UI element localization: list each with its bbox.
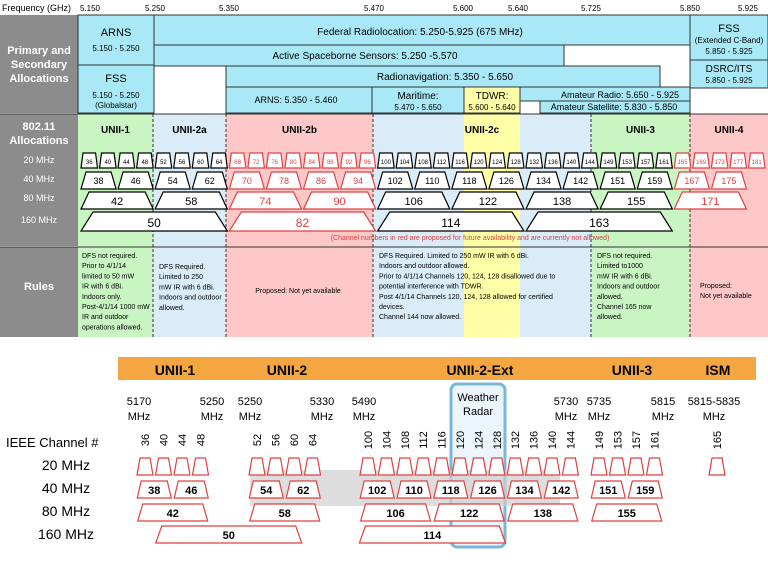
active-space-label: Active Spaceborne Sensors: 5.250 -5.570 — [272, 51, 458, 62]
bottom-ch80-label: 155 — [617, 508, 636, 520]
ch20-label: 169 — [696, 160, 707, 166]
ch20-label: 96 — [364, 160, 371, 166]
bottom-bw-label: 160 MHz — [37, 526, 95, 542]
bottom-ch40-label: 151 — [599, 485, 618, 497]
bottom-freq-label: 5170 — [126, 396, 152, 408]
rule-text-unii-2c: Indoors and outdoor allowed. — [379, 263, 470, 271]
ch80-label: 74 — [259, 196, 272, 208]
freq-tick-8: 5.925 — [737, 4, 759, 13]
rule-text-unii-3: allowed. — [597, 314, 623, 322]
freq-tick-5: 5.640 — [507, 4, 529, 13]
bottom-bw-label: 20 MHz — [41, 457, 91, 473]
ch20-label: 84 — [308, 160, 316, 166]
rule-text-unii-2c: DFS Required. Limited to 250 mW IR with 6 dBi. — [379, 253, 529, 260]
side-bw-label: 80 MHz — [23, 193, 55, 203]
ch40-label: 46 — [130, 176, 141, 186]
rule-text-unii-1: DFS not required. — [82, 253, 138, 260]
ieee-channel-number: 157 — [631, 430, 643, 450]
rule-text-unii-3: Channel 165 now — [597, 304, 652, 311]
rule-text-unii-2c: Prior to 4/1/14 Channels 120, 124, 128 disallowed due to — [379, 273, 556, 281]
fss2-label: FSS — [718, 23, 740, 35]
ch160-label: 163 — [589, 216, 610, 230]
ch40-label: 151 — [610, 176, 626, 186]
rule-text-unii-1: limited to 50 mW — [82, 273, 135, 281]
bottom-band-label: UNII-2-Ext — [446, 362, 514, 378]
bottom-ch20-mark — [591, 458, 607, 475]
freq-tick-1: 5.250 — [144, 4, 166, 13]
side-primary-label: Primary and — [7, 45, 71, 57]
ch20-label: 161 — [659, 160, 670, 166]
bottom-freq-label: 5815 — [650, 396, 676, 408]
bottom-freq-unit: MHz — [352, 411, 376, 423]
ch40-label: 134 — [535, 176, 552, 186]
ch160-label: 114 — [441, 216, 461, 230]
weather-radar-label: Weather — [457, 392, 499, 404]
bottom-band-label: UNII-1 — [154, 362, 196, 378]
ieee-channel-number: 108 — [399, 430, 412, 450]
rule-text-unii-3: DFS not required. — [597, 253, 653, 260]
red-note: (Channel numbers in red are proposed for future availability and are currently not allowed) — [330, 235, 610, 242]
ch40-label: 175 — [721, 176, 737, 186]
rule-text-unii-2a: Indoors and outdoor — [159, 294, 222, 302]
ch40-label: 167 — [684, 176, 700, 186]
weather-radar-label: Radar — [463, 406, 493, 418]
ch160-label: 50 — [147, 216, 161, 230]
radionav-label: Radionavigation: 5.350 - 5.650 — [376, 72, 514, 83]
ch20-label: 72 — [252, 160, 260, 166]
ieee-channel-number: 40 — [158, 433, 171, 447]
bottom-freq-unit: MHz — [651, 411, 675, 423]
bottom-ch20-mark — [507, 458, 523, 475]
bottom-freq-label: 5490 — [351, 396, 377, 408]
ch20-label: 144 — [584, 160, 595, 166]
ieee-channel-number: 56 — [270, 433, 283, 447]
rule-text-unii-2a: allowed. — [159, 304, 185, 312]
ch20-label: 120 — [473, 160, 484, 166]
bottom-freq-unit: MHz — [310, 411, 334, 423]
bottom-ch20-mark — [249, 458, 265, 475]
bottom-ch80-label: 42 — [166, 508, 179, 520]
ch20-label: 44 — [123, 160, 130, 166]
ieee-channel-number: 128 — [491, 430, 504, 450]
rule-text-unii-2a: mW IR with 6 dBi. — [159, 284, 215, 292]
ch40-label: 78 — [278, 176, 289, 186]
bottom-ch40-label: 134 — [515, 485, 534, 497]
ch40-label: 118 — [462, 176, 477, 186]
freq-axis-label: Frequency (GHz) — [2, 3, 72, 13]
bottom-freq-label: 5735 — [586, 396, 612, 408]
bottom-ch40-label: 102 — [368, 485, 387, 497]
ch80-label: 171 — [701, 196, 720, 208]
bottom-ch80-label: 58 — [278, 508, 291, 520]
side-80211-label: Allocations — [9, 135, 69, 147]
ieee-channel-number: 149 — [594, 430, 606, 450]
ieee-channel-number: 153 — [612, 430, 625, 450]
rule-text-unii-2b: Proposed: Not yet available — [255, 288, 341, 295]
freq-tick-0: 5.150 — [79, 4, 101, 13]
rule-text-unii-2a: DFS Required. — [159, 264, 206, 271]
band-banner — [118, 357, 756, 380]
dsrc-label: DSRC/ITS — [705, 64, 753, 75]
arns1-block — [78, 15, 154, 65]
freq-tick-4: 5.600 — [452, 4, 474, 13]
bottom-ch20-mark — [470, 458, 486, 475]
ch20-label: 40 — [104, 160, 112, 166]
bottom-ch80-label: 106 — [386, 508, 405, 520]
dsrc-range: 5.850 - 5.925 — [705, 76, 753, 85]
ch40-label: 38 — [93, 176, 104, 186]
fss2-range: 5.850 - 5.925 — [705, 47, 753, 56]
freq-tick-2: 5.350 — [218, 4, 240, 13]
bottom-ch20-mark — [452, 458, 468, 475]
ch80-label: 138 — [552, 196, 572, 208]
ch80-label: 155 — [627, 196, 646, 208]
ch80-label: 122 — [478, 196, 498, 208]
side-primary-label: Secondary — [10, 59, 68, 71]
rule-text-unii-1: IR with 6 dBi. — [82, 283, 124, 291]
ch20-label: 76 — [271, 160, 279, 166]
band-label: UNII-3 — [626, 125, 655, 136]
maritime-label: Maritime: — [397, 91, 439, 102]
bottom-ch40-label: 142 — [552, 485, 571, 497]
ieee-channel-number: 44 — [177, 433, 189, 447]
ieee-channel-number: 144 — [565, 430, 578, 450]
bottom-ch40-label: 38 — [148, 485, 161, 497]
band-label: UNII-2a — [172, 125, 207, 136]
ieee-channel-number: 124 — [473, 430, 486, 450]
bottom-ch20-mark — [709, 458, 725, 475]
ieee-channel-number: 132 — [510, 430, 523, 450]
rule-text-unii-2c: Channel 144 now allowed. — [379, 314, 462, 322]
ch40-label: 110 — [425, 176, 440, 186]
rule-text-unii-4: Not yet available — [700, 293, 752, 301]
side-primary-label: Allocations — [9, 73, 69, 85]
rule-text-unii-3: allowed. — [597, 293, 623, 301]
fedradio-label: Federal Radiolocation: 5.250-5.925 (675 MHz) — [317, 27, 523, 38]
ch20-label: 60 — [197, 160, 204, 166]
fss1-label: FSS — [105, 73, 127, 85]
ch20-label: 128 — [510, 160, 521, 166]
rule-text-unii-1: Indoors only. — [82, 293, 122, 301]
bottom-ch20-mark — [286, 458, 302, 475]
ieee-channel-label: IEEE Channel # — [6, 435, 99, 450]
bottom-ch40-label: 46 — [185, 485, 198, 497]
ch20-label: 68 — [234, 160, 241, 166]
bottom-ch20-mark — [434, 458, 450, 475]
bottom-ch20-mark — [610, 458, 626, 475]
ieee-channel-number: 48 — [195, 433, 208, 447]
bottom-band-label: UNII-3 — [611, 362, 653, 378]
ch20-label: 64 — [215, 160, 223, 166]
ch160-label: 82 — [295, 216, 310, 230]
ch20-label: 88 — [326, 160, 334, 166]
ieee-channel-number: 104 — [381, 430, 394, 450]
ch40-label: 126 — [498, 176, 514, 186]
bottom-ch80-label: 122 — [460, 508, 479, 520]
ch20-label: 157 — [640, 160, 651, 166]
ieee-channel-number: 116 — [436, 431, 449, 449]
rule-text-unii-1: operations allowed. — [82, 324, 143, 332]
bottom-band-label: ISM — [705, 362, 731, 378]
rule-text-unii-1: IR and outdoor — [82, 314, 129, 322]
ch20-label: 116 — [455, 160, 465, 166]
fss1-range: 5.150 - 5.250 — [92, 91, 140, 100]
ch80-label: 42 — [110, 196, 124, 208]
ieee-channel-number: 60 — [289, 433, 301, 447]
ieee-channel-number: 36 — [140, 433, 152, 447]
bottom-ch20-mark — [526, 458, 542, 475]
ch20-label: 149 — [603, 160, 614, 166]
rule-text-unii-2a: Limited to 250 — [159, 274, 203, 282]
bottom-ch20-mark — [137, 458, 153, 475]
ch20-label: 165 — [677, 160, 688, 166]
amateur-sat-label: Amateur Satellite: 5.830 - 5.850 — [550, 102, 678, 112]
side-bw-label: 160 MHz — [20, 215, 58, 225]
arns1-label: ARNS — [100, 27, 132, 39]
bottom-freq-label: 5730 — [553, 396, 579, 408]
ch20-label: 104 — [399, 160, 410, 166]
ieee-channel-number: 100 — [363, 430, 375, 450]
ch40-label: 86 — [316, 176, 327, 186]
bottom-ch160-label: 114 — [423, 530, 442, 542]
ch40-label: 94 — [353, 176, 364, 186]
bottom-ch20-mark — [489, 458, 505, 475]
bottom-ch40-label: 159 — [636, 485, 655, 497]
ch20-label: 132 — [529, 160, 540, 166]
rule-text-unii-2c: Post 4/1/14 Channels 120, 124, 128 allowed for certified — [379, 293, 553, 301]
arns1-range: 5.150 - 5.250 — [92, 44, 140, 53]
tdwr-label: TDWR: — [475, 91, 509, 102]
rule-text-unii-2c: potential interference with TDWR. — [379, 283, 484, 291]
rule-text-unii-3: mW IR with 6 dBi. — [597, 273, 653, 281]
bottom-ch20-mark — [268, 458, 284, 475]
bottom-freq-label: 5330 — [309, 396, 335, 408]
side-rules-label: Rules — [24, 281, 54, 293]
bottom-ch20-mark — [156, 458, 172, 475]
rule-text-unii-2c: devices. — [379, 304, 405, 311]
bottom-bw-label: 40 MHz — [41, 480, 91, 496]
ch40-label: 159 — [647, 176, 663, 186]
ch20-label: 48 — [141, 160, 149, 166]
ch20-label: 124 — [492, 160, 503, 166]
bottom-ch20-mark — [193, 458, 209, 475]
ch20-label: 112 — [436, 160, 447, 166]
fss2-note: (Extended C-Band) — [694, 36, 764, 45]
amateur-radio-label: Amateur Radio: 5.650 - 5.925 — [560, 90, 680, 100]
bottom-freq-label: 5815-5835 — [687, 396, 741, 408]
bottom-ch20-mark — [360, 458, 376, 475]
band-label: UNII-2b — [282, 125, 317, 136]
ch20-label: 181 — [751, 160, 762, 166]
ch20-label: 36 — [85, 160, 93, 166]
ch20-label: 140 — [566, 160, 577, 166]
bottom-ch40-label: 126 — [478, 485, 497, 497]
maritime-range: 5.470 - 5.650 — [394, 103, 442, 112]
bottom-ch20-mark — [415, 458, 431, 475]
ch20-label: 153 — [621, 160, 632, 166]
bottom-freq-label: 5250 — [199, 396, 225, 408]
arns2-label: ARNS: 5.350 - 5.460 — [254, 95, 338, 105]
ch40-label: 102 — [387, 176, 403, 186]
bottom-bw-label: 80 MHz — [41, 503, 91, 519]
bottom-freq-unit: MHz — [554, 411, 578, 423]
ch40-label: 70 — [241, 176, 252, 186]
rule-text-unii-1: Prior to 4/1/14 — [82, 263, 126, 271]
bottom-ch20-mark — [628, 458, 644, 475]
bottom-ch40-label: 118 — [441, 485, 460, 497]
bottom-ch20-mark — [544, 458, 560, 475]
freq-tick-7: 5.850 — [679, 4, 701, 13]
ch80-label: 58 — [185, 196, 198, 208]
bottom-ch40-label: 62 — [297, 485, 310, 497]
ieee-channel-number: 136 — [528, 430, 541, 450]
bottom-freq-unit: MHz — [238, 411, 262, 423]
ch80-label: 90 — [333, 196, 346, 208]
bottom-ch20-mark — [305, 458, 321, 475]
side-bw-label: 20 MHz — [23, 155, 55, 165]
bottom-freq-unit: MHz — [587, 411, 611, 423]
ch80-label: 106 — [404, 196, 423, 208]
band-column-unii-4 — [690, 114, 768, 337]
ieee-channel-number: 52 — [252, 433, 264, 447]
fss1-note: (Globalstar) — [95, 101, 137, 110]
bottom-freq-unit: MHz — [200, 411, 224, 423]
bottom-freq-label: 5250 — [237, 396, 263, 408]
rule-text-unii-3: Limited to1000 — [597, 263, 643, 271]
bottom-ch20-mark — [174, 458, 190, 475]
freq-tick-6: 5.725 — [580, 4, 602, 13]
ch20-label: 100 — [380, 160, 391, 166]
bottom-ch40-label: 54 — [260, 485, 273, 497]
rule-text-unii-3: Indoors and outdoor — [597, 283, 660, 291]
bottom-ch20-mark — [647, 458, 663, 475]
tdwr-range: 5.600 - 5.640 — [468, 103, 516, 112]
bottom-ch40-label: 110 — [405, 485, 423, 497]
ch20-label: 177 — [733, 160, 744, 166]
band-label: UNII-1 — [101, 125, 130, 136]
ch20-label: 136 — [547, 160, 558, 166]
ch20-label: 56 — [178, 160, 186, 166]
ieee-channel-number: 112 — [418, 431, 431, 449]
bottom-band-label: UNII-2 — [266, 362, 308, 378]
ch40-label: 62 — [204, 176, 215, 186]
ch20-label: 173 — [714, 160, 725, 166]
ieee-channel-number: 64 — [307, 433, 320, 447]
bottom-ch20-mark — [397, 458, 413, 475]
ch20-label: 52 — [160, 160, 167, 166]
ch20-label: 80 — [289, 160, 297, 166]
bottom-ch20-mark — [378, 458, 394, 475]
bottom-channel-chart — [0, 352, 768, 557]
band-label: UNII-2c — [464, 125, 500, 136]
ch20-label: 108 — [417, 160, 429, 166]
rule-text-unii-1: Post-4/1/14 1000 mW — [82, 304, 150, 311]
rule-text-unii-4: Proposed: — [700, 283, 732, 290]
freq-tick-3: 5.470 — [363, 4, 385, 13]
ieee-channel-number: 165 — [712, 430, 724, 450]
ieee-channel-number: 140 — [547, 430, 559, 450]
ch40-label: 54 — [167, 176, 178, 186]
bottom-ch20-mark — [562, 458, 578, 475]
bottom-freq-unit: MHz — [127, 411, 151, 423]
bottom-freq-unit: MHz — [702, 411, 726, 423]
bottom-ch80-label: 138 — [533, 508, 552, 520]
ieee-channel-number: 161 — [649, 430, 662, 450]
band-label: UNII-4 — [714, 125, 744, 136]
ch40-label: 142 — [573, 176, 589, 186]
ieee-channel-number: 120 — [455, 430, 467, 450]
ch20-label: 92 — [345, 160, 353, 166]
bottom-ch160-label: 50 — [222, 530, 235, 542]
side-80211-label: 802.11 — [22, 121, 56, 133]
side-bw-label: 40 MHz — [23, 174, 55, 184]
